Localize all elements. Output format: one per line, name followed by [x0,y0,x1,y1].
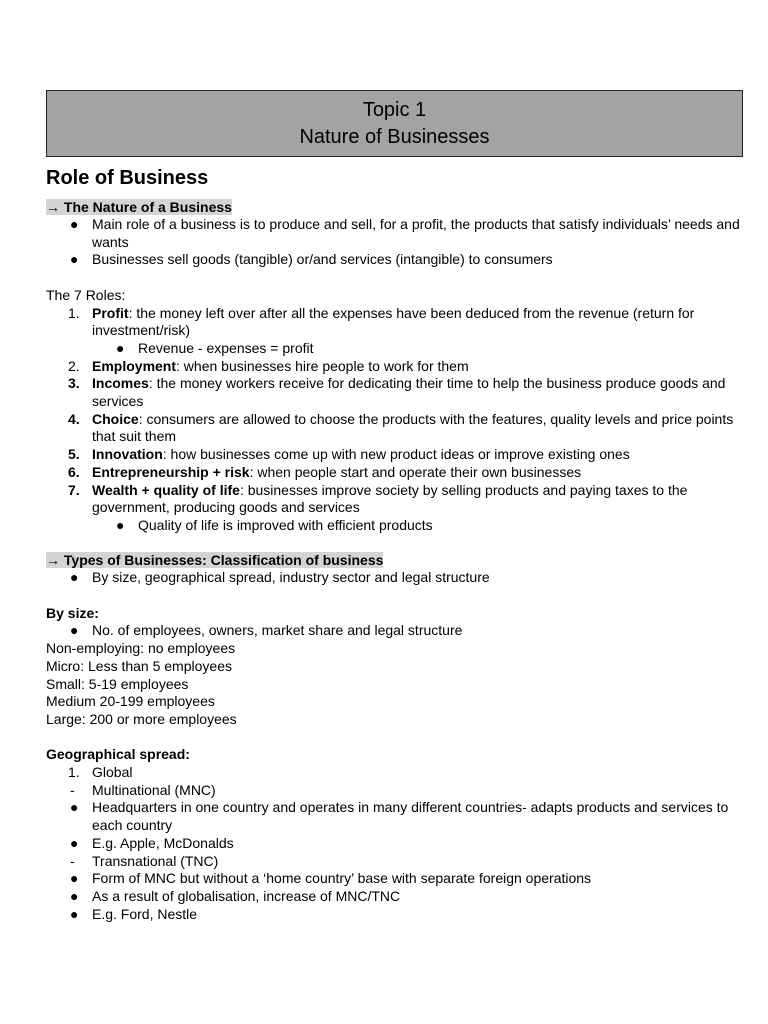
role-item: 5. Innovation: how businesses come up with new product ideas or improve existing ones [68,446,630,463]
bullet-icon: ● [70,622,79,639]
list-item: ● E.g. Apple, McDonalds [70,834,234,851]
list-item: ● Main role of a business is to produce and sell, for a profit, the products that satisfy individuals’ needs and wants [70,216,740,250]
list-item: - Transnational (TNC) [70,852,219,869]
document-page [46,90,743,923]
list-item: ● Form of MNC but without a ‘home country’ base with separate foreign operations [70,870,592,887]
roles-intro: The 7 Roles: [46,286,126,303]
role-item: 4. Choice: consumers are allowed to choose the products with the features, quality levels and price points that suit them [68,410,734,445]
section-title: Role of Business [46,167,209,189]
list-item: ● Businesses sell goods (tangible) or/and services (intangible) to consumers [70,251,553,268]
bullet-icon: ● [70,251,79,268]
bullet-icon: ● [70,216,79,232]
bullet-icon: ● [70,870,79,887]
bullet-icon: ● [116,339,125,356]
role-item: 2. Employment: when businesses hire people to work for them [68,357,469,374]
size-line: Small: 5-19 employees [46,675,189,692]
role-item: 3. Incomes: the money workers receive for dedicating their time to help the business produce goods and services [68,375,726,410]
list-item: - Multinational (MNC) [70,781,216,798]
geo-heading: Geographical spread: [46,746,190,763]
bullet-icon: ● [70,887,79,904]
dash-icon: - [70,852,75,869]
list-item: ● E.g. Ford, Nestle [70,905,198,922]
role-item: 6. Entrepreneurship + risk: when people start and operate their own businesses [68,463,582,480]
bullet-icon: ● [70,799,79,816]
bullet-icon: ● [116,516,125,533]
topic-number: Topic 1 [362,99,427,121]
list-item: 1. Global [68,764,133,781]
size-line: Micro: Less than 5 employees [46,657,232,674]
size-line: Non-employing: no employees [46,640,236,657]
size-line: Large: 200 or more employees [46,710,237,727]
list-item: ● As a result of globalisation, increase of MNC/TNC [70,887,401,904]
list-item: ● By size, geographical spread, industry sector and legal structure [70,569,490,586]
list-item: ● Headquarters in one country and operates in many different countries- adapts products and services to each country [70,799,729,834]
dash-icon: - [70,781,75,798]
list-item: ● Revenue - expenses = profit [116,339,314,356]
role-item: 7. Wealth + quality of life: businesses improve society by selling products and paying taxes to the government, producing goods and services [68,481,688,516]
list-item: ● No. of employees, owners, market share and legal structure [70,622,463,639]
list-item: ● Quality of life is improved with efficient products [116,516,433,533]
size-line: Medium 20-199 employees [46,693,215,710]
bullet-icon: ● [70,834,79,851]
topic-title-box [46,90,743,157]
size-heading: By size: [46,604,99,621]
bullet-icon: ● [70,569,79,586]
nature-heading: → The Nature of a Business [46,199,232,215]
types-heading: → Types of Businesses: Classification of business [46,552,384,569]
bullet-icon: ● [70,905,79,922]
role-item: 1. Profit: the money left over after all the expenses have been deduced from the revenue (return for investment/risk) [68,304,695,339]
topic-name: Nature of Businesses [299,126,490,148]
